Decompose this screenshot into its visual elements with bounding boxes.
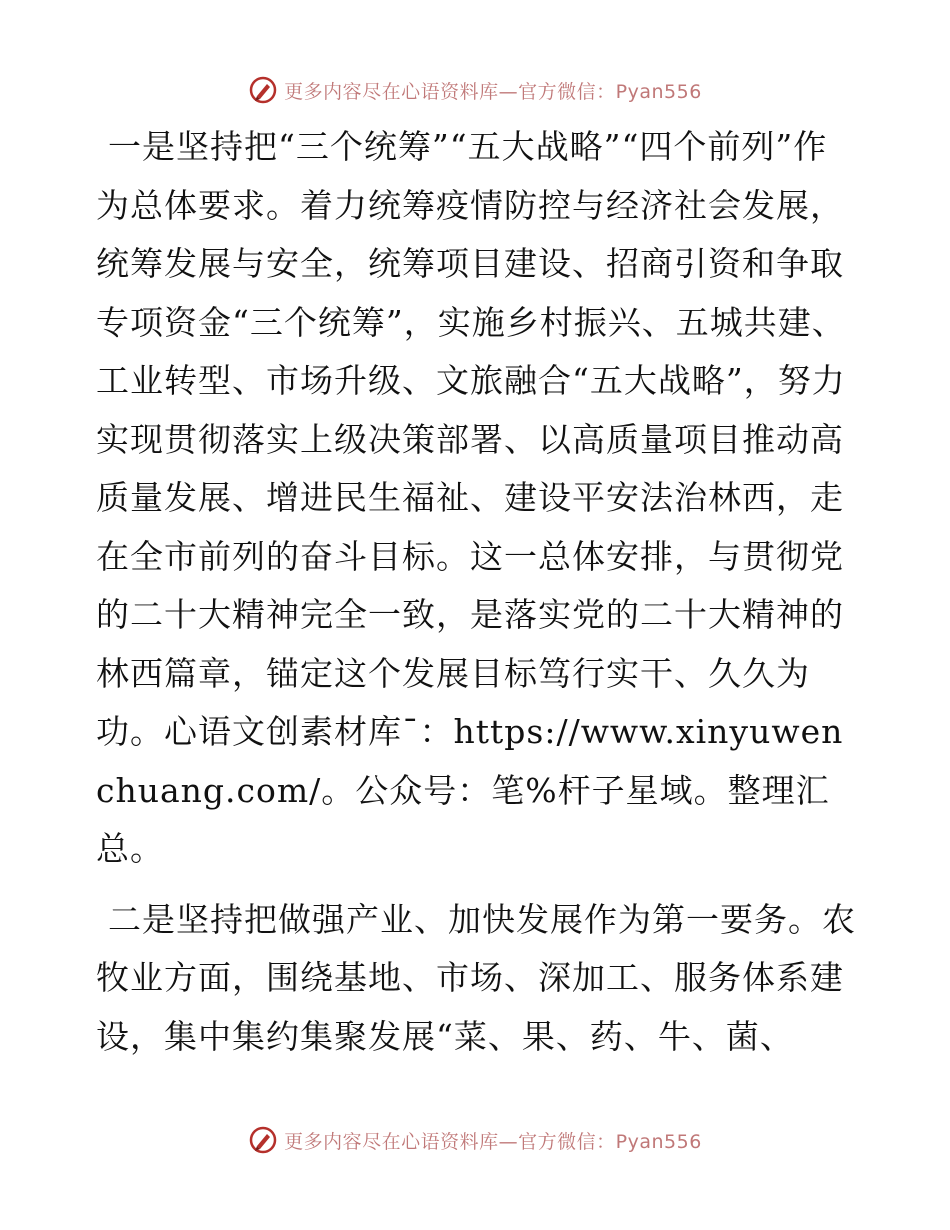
footer-banner — [0, 1120, 950, 1160]
header-banner — [0, 70, 950, 110]
footer-banner-text: 更多内容尽在心语资料库—官方微信：Pyan556 — [284, 1130, 702, 1153]
document-body — [96, 118, 856, 1066]
pen-circle-logo-icon — [248, 1125, 278, 1155]
paragraph-1: 一是坚持把“三个统筹”“五大战略”“四个前列”作为总体要求。着力统筹疫情防控与经济社会发展，统筹发展与安全，统筹项目建设、招商引资和争取专项资金“三个统筹”，实施乡村振兴、五城共建、工业转型、市场升级、文旅融合“五大战略”，努力实现贯彻落实上级决策部署、以高质量项目推动高质量发展、增进民生福祉、建设平安法治林西，走在全市前列的奋斗目标。这一总体安排，与贯彻党的二十大精神完全一致，是落实党的二十大精神的林西篇章，锚定这个发展目标笃行实干、久久为功。心语文创素材库¯：https://www.xinyuwenchuang.com/。公众号：笔%杆子星域。整理汇总。 — [96, 127, 846, 868]
paragraph-2: 二是坚持把做强产业、加快发展作为第一要务。农牧业方面，围绕基地、市场、深加工、服务体系建设，集中集约集聚发展“菜、果、药、牛、菌、 — [96, 899, 856, 1056]
header-banner-text: 更多内容尽在心语资料库—官方微信：Pyan556 — [284, 80, 702, 103]
pen-circle-logo-icon — [248, 75, 278, 105]
